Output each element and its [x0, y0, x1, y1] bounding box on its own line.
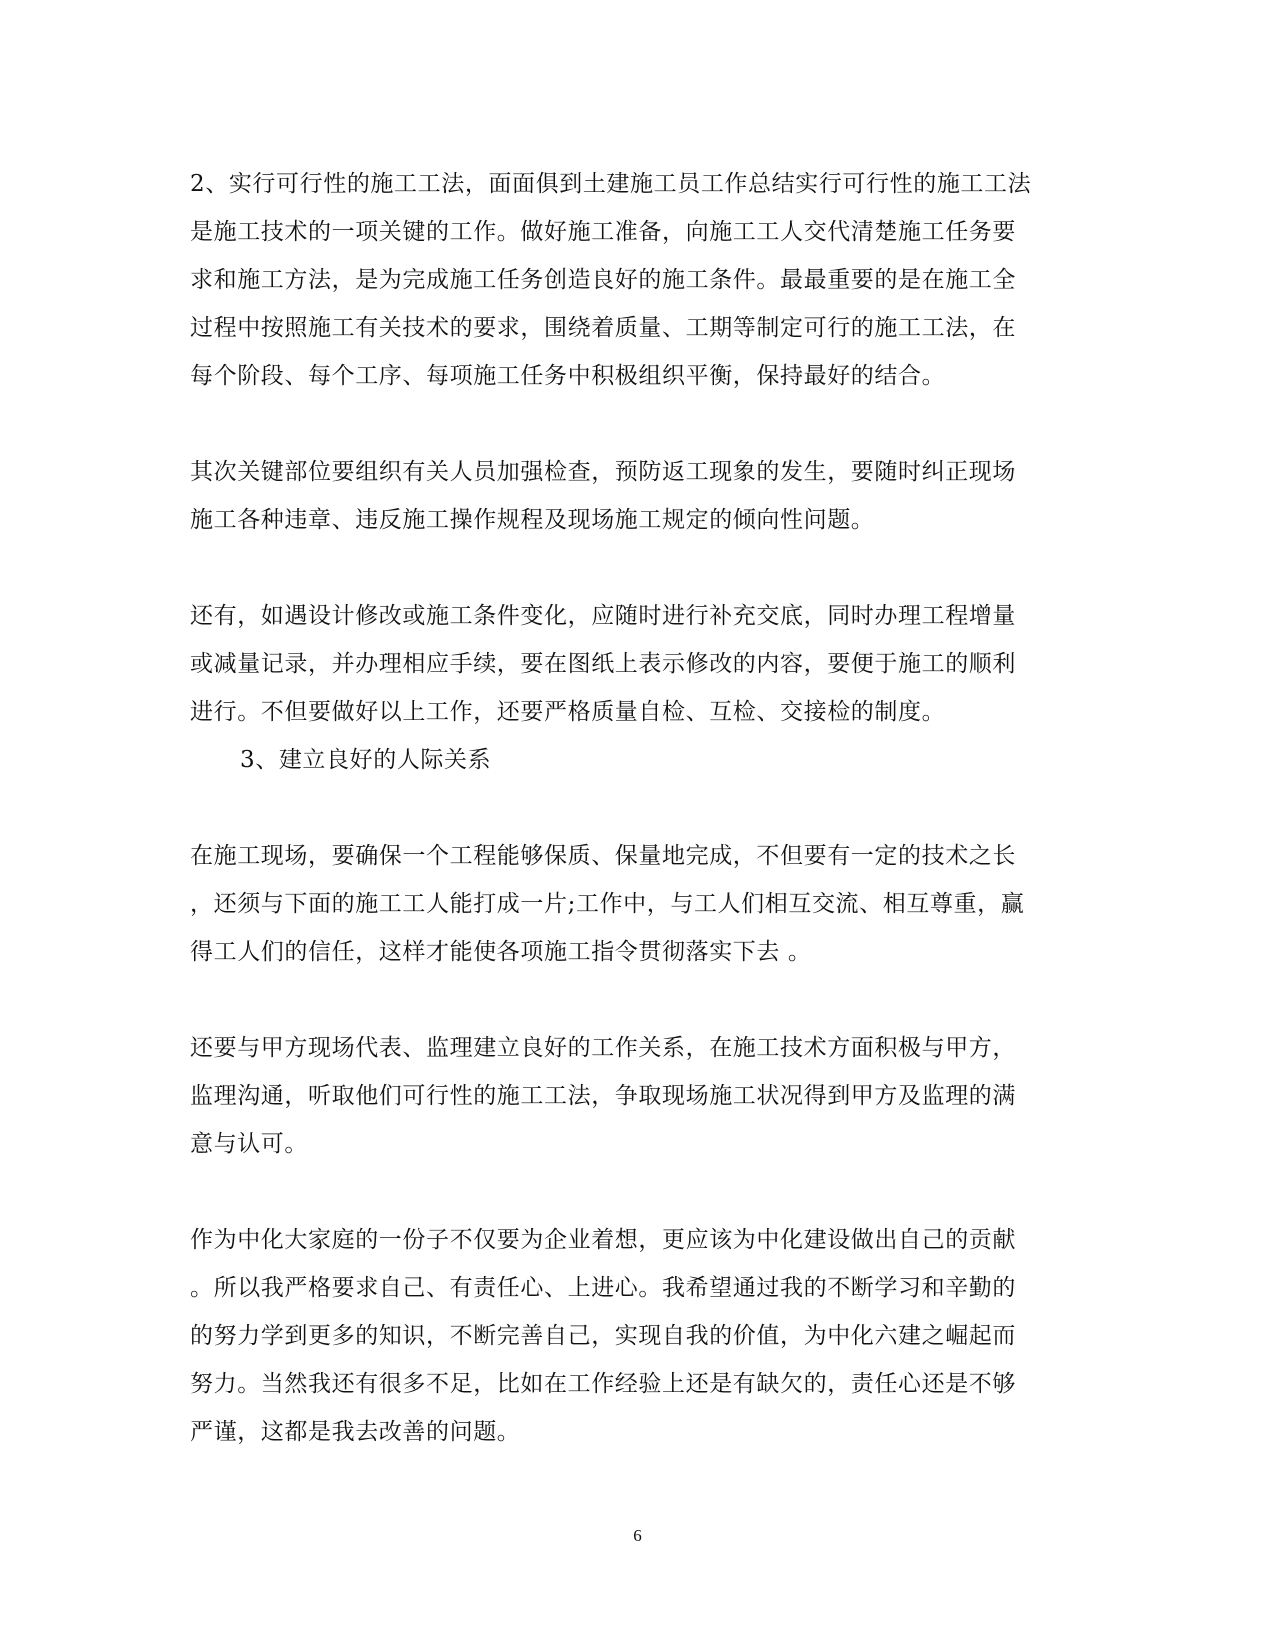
body-text	[190, 160, 1085, 1456]
section-heading: 3、建立良好的人际关系	[240, 747, 492, 773]
paragraph-spacer	[190, 1168, 1085, 1216]
text-line: 过程中按照施工有关技术的要求，围绕着质量、工期等制定可行的施工工法，在	[190, 315, 1016, 341]
text-line: 进行。不但要做好以上工作，还要严格质量自检、互检、交接检的制度。	[190, 699, 946, 725]
text-line: 或减量记录，并办理相应手续，要在图纸上表示修改的内容，要便于施工的顺利	[190, 651, 1016, 677]
paragraph-spacer	[190, 544, 1085, 592]
text-line: 的努力学到更多的知识，不断完善自己，实现自我的价值，为中化六建之崛起而	[190, 1323, 1016, 1349]
text-line: 。所以我严格要求自己、有责任心、上进心。我希望通过我的不断学习和辛勤的	[190, 1275, 1016, 1301]
text-line: 还有，如遇设计修改或施工条件变化，应随时进行补充交底，同时办理工程增量	[190, 603, 1016, 629]
paragraph-site-relations	[190, 832, 1085, 976]
paragraph-construction-methods	[190, 160, 1085, 400]
text-line: 是施工技术的一项关键的工作。做好施工准备，向施工工人交代清楚施工任务要	[190, 219, 1016, 245]
paragraph-self-reflection	[190, 1216, 1085, 1456]
text-line: 在施工现场，要确保一个工程能够保质、保量地完成，不但要有一定的技术之长	[190, 843, 1016, 869]
paragraph-spacer	[190, 976, 1085, 1024]
paragraph-spacer	[190, 400, 1085, 448]
text-line: 还要与甲方现场代表、监理建立良好的工作关系，在施工技术方面积极与甲方，	[190, 1035, 1016, 1061]
text-line: 得工人们的信任，这样才能使各项施工指令贯彻落实下去 。	[190, 939, 812, 965]
text-line: 求和施工方法，是为完成施工任务创造良好的施工条件。最最重要的是在施工全	[190, 267, 1016, 293]
text-line: 严谨，这都是我去改善的问题。	[190, 1419, 521, 1445]
text-line: 作为中化大家庭的一份子不仅要为企业着想，更应该为中化建设做出自己的贡献	[190, 1227, 1016, 1253]
paragraph-design-changes	[190, 592, 1085, 736]
text-line: 2、实行可行性的施工工法，面面俱到土建施工员工作总结实行可行性的施工工法	[190, 171, 1032, 197]
text-line: 意与认可。	[190, 1131, 308, 1157]
text-line: 努力。当然我还有很多不足，比如在工作经验上还是有缺欠的，责任心还是不够	[190, 1371, 1016, 1397]
text-line: 每个阶段、每个工序、每项施工任务中积极组织平衡，保持最好的结合。	[190, 363, 946, 389]
paragraph-spacer	[190, 784, 1085, 832]
paragraph-client-supervision	[190, 1024, 1085, 1168]
text-line: 监理沟通，听取他们可行性的施工工法，争取现场施工状况得到甲方及监理的满	[190, 1083, 1016, 1109]
text-line: 其次关键部位要组织有关人员加强检查，预防返工现象的发生，要随时纠正现场	[190, 459, 1016, 485]
paragraph-key-inspection	[190, 448, 1085, 544]
text-line: ，还须与下面的施工工人能打成一片;工作中，与工人们相互交流、相互尊重，赢	[190, 891, 1025, 917]
text-line: 施工各种违章、违反施工操作规程及现场施工规定的倾向性问题。	[190, 507, 875, 533]
page-number: 6	[633, 1526, 642, 1545]
